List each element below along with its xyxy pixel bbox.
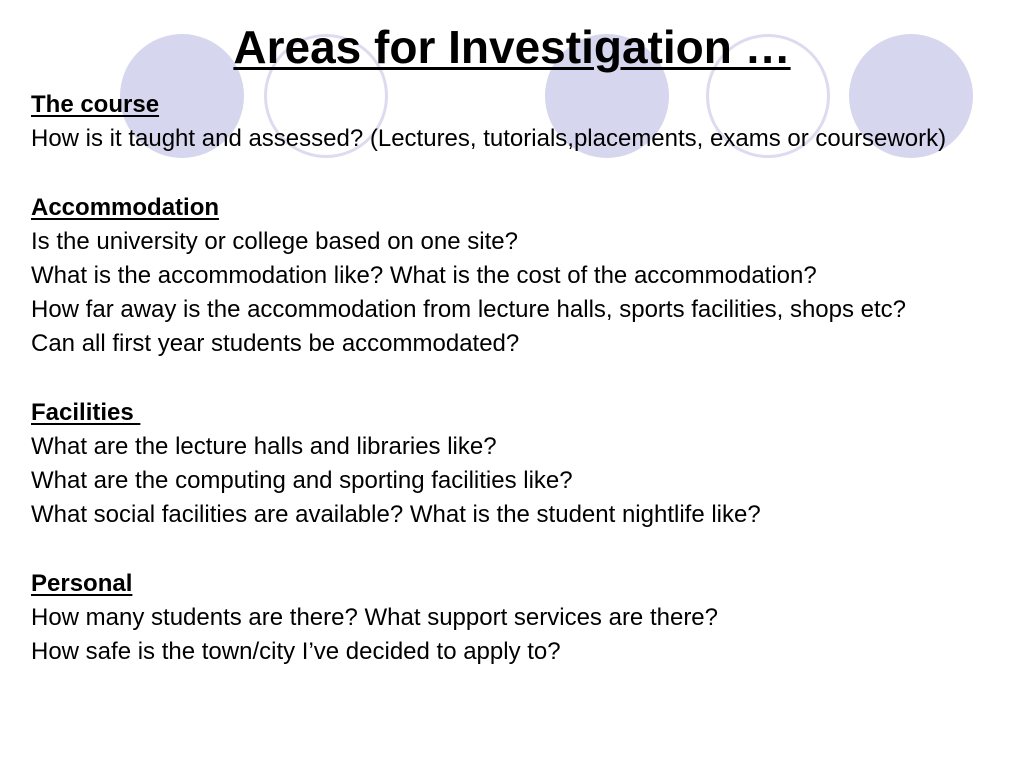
section-heading: Accommodation (31, 193, 220, 221)
section-line: What social facilities are available? What is the student nightlife like? (31, 501, 761, 529)
section-the-course (31, 88, 991, 156)
section-line: What is the accommodation like? What is the cost of the accommodation? (31, 262, 817, 289)
section-line: How many students are there? What support services are there? (31, 604, 718, 631)
section-personal (31, 567, 991, 670)
section-heading: Personal (31, 569, 133, 597)
slide-body (31, 88, 991, 669)
section-facilities (31, 396, 991, 533)
section-accommodation (31, 191, 991, 362)
slide-title (0, 19, 1024, 75)
section-line: What are the lecture halls and libraries like? (31, 433, 497, 460)
section-line: How far away is the accommodation from lecture halls, sports facilities, shops etc? (31, 296, 907, 324)
section-line: Can all first year students be accommodated? (31, 330, 520, 358)
section-line: How is it taught and assessed? (Lectures, tutorials,placements, exams or coursework) (31, 125, 947, 153)
section-heading: Facilities (31, 398, 141, 426)
section-line: Is the university or college based on one site? (31, 227, 518, 255)
slide-title-text: Areas for Investigation … (233, 21, 791, 73)
section-line: How safe is the town/city I’ve decided to apply to? (31, 638, 561, 666)
section-line: What are the computing and sporting facilities like? (31, 467, 573, 495)
section-heading: The course (31, 91, 160, 118)
